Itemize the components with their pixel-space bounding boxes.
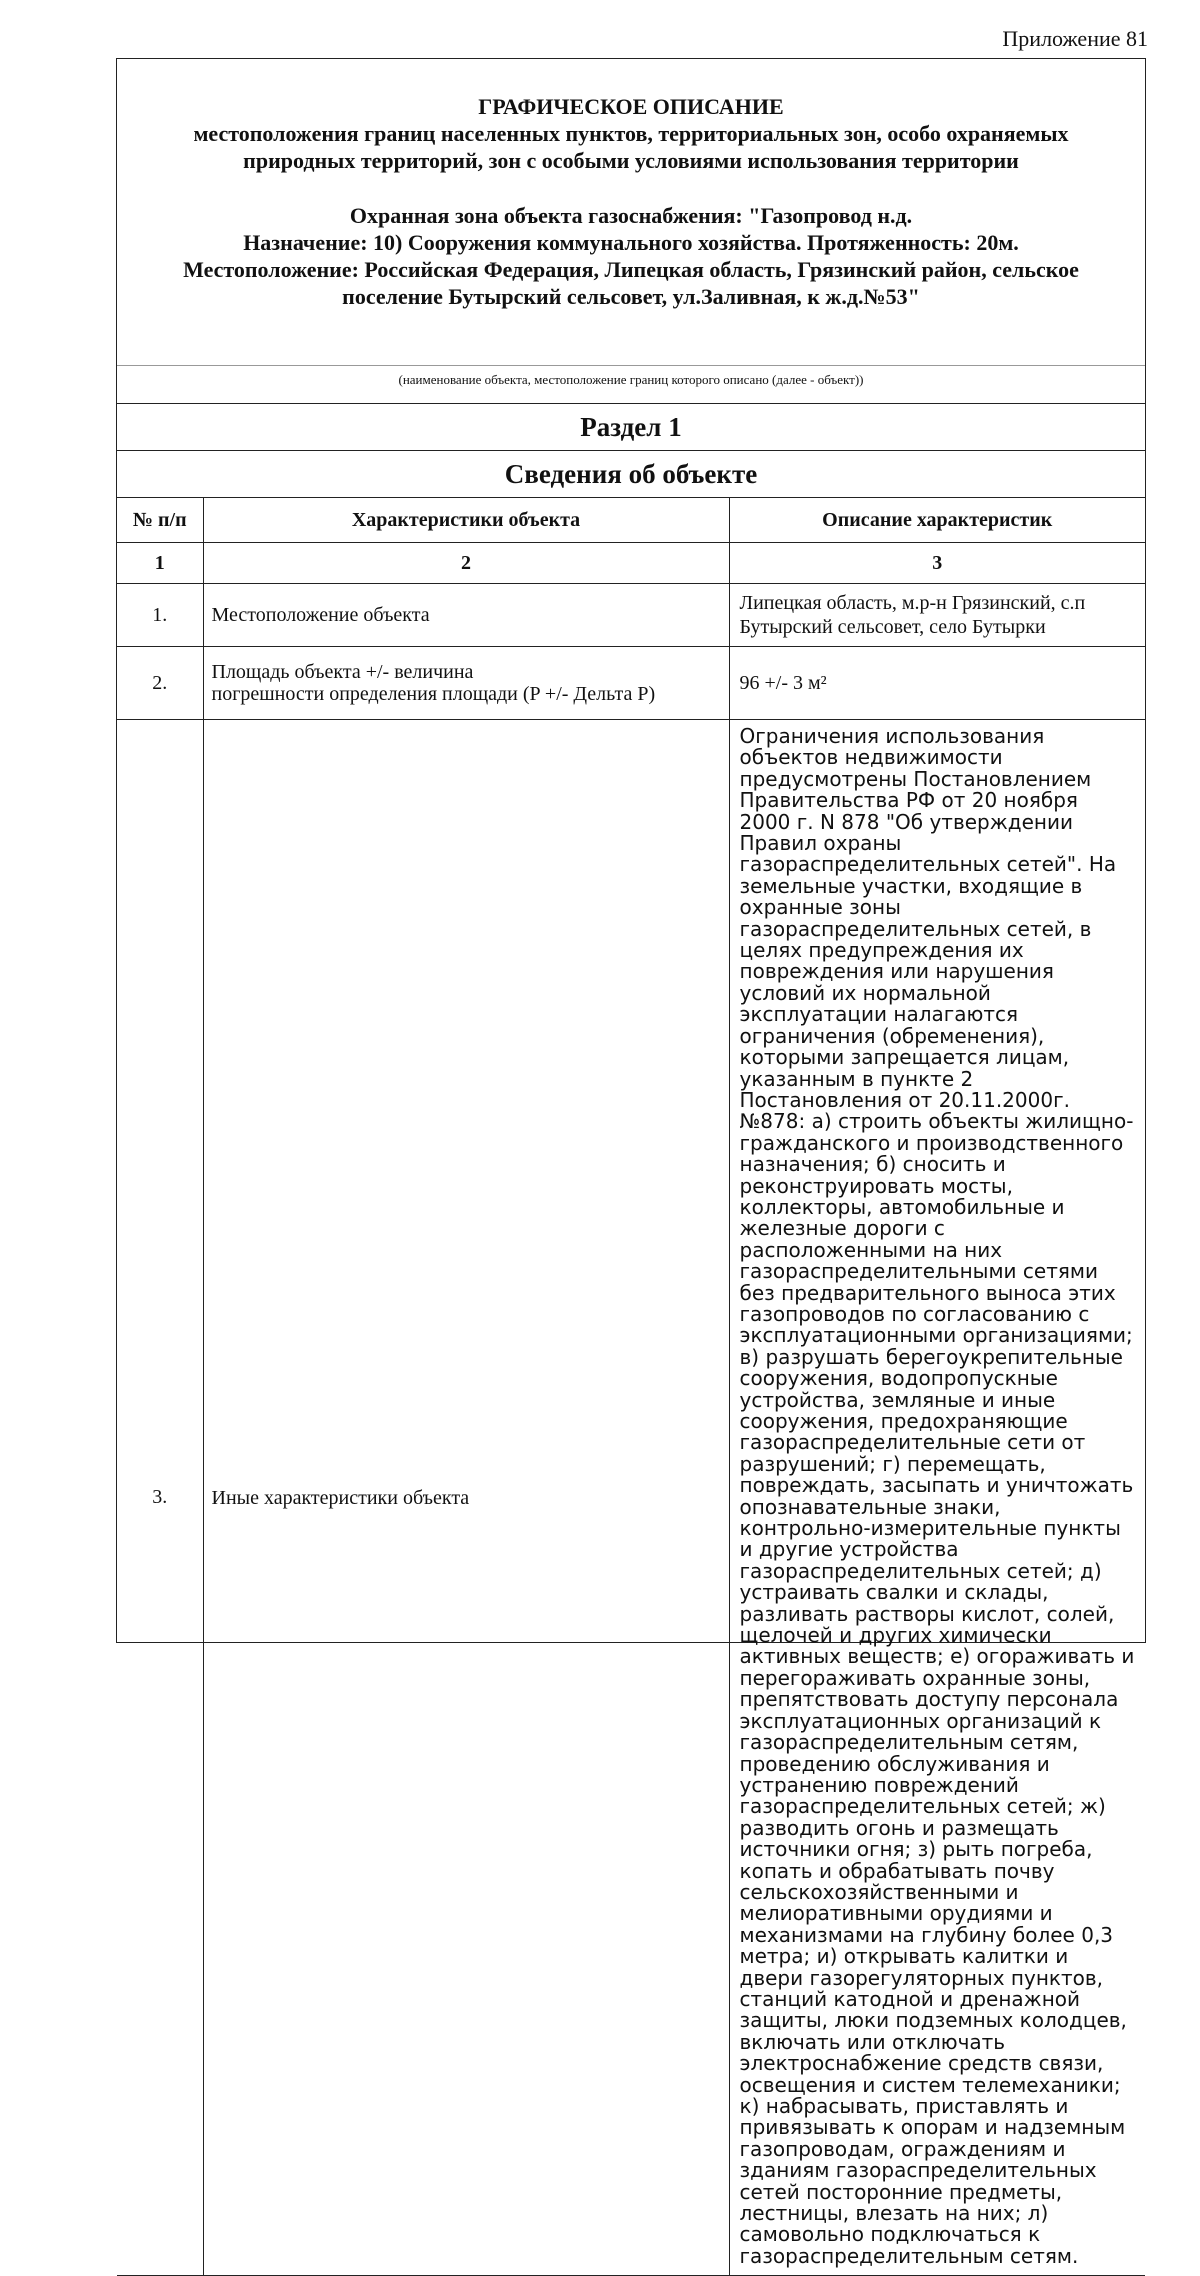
object-name-line-3: Местоположение: Российская Федерация, Липецкая область, Грязинский район, сельское	[183, 257, 1079, 282]
table-row	[117, 647, 1145, 720]
column-header-number: № п/п	[117, 498, 203, 543]
row-description: 96 +/- 3 м²	[729, 647, 1145, 720]
table-row	[117, 720, 1145, 2276]
table-row	[117, 584, 1145, 647]
row-characteristic-line-1: Площадь объекта +/- величина	[211, 661, 474, 683]
column-number-3: 3	[729, 543, 1145, 584]
column-number-2: 2	[203, 543, 729, 584]
object-name-line-2: Назначение: 10) Сооружения коммунального хозяйства. Протяженность: 20м.	[243, 230, 1019, 255]
row-description: Ограничения использования объектов недвижимости предусмотрены Постановлением Правительства РФ от 20 ноября 2000 г. N 878 "Об утверждении Правил охраны газораспределительных сетей". На земельные участки, входящие в охранные зоны газораспределительных сетей, в целях предупреждения их повреждения или нарушения условий их нормальной эксплуатации налагаются ограничения (обременения), которыми запрещается лицам, указанным в пункте 2 Постановления от 20.11.2000г. №878: а) строить объекты жилищно-гражданского и производственного назначения; б) сносить и реконструировать мосты, коллекторы, автомобильные и железные дороги с расположенными на них газораспределительными сетями без предварительного выноса этих газопроводов по согласованию с эксплуатационными организациями; в) разрушать берегоукрепительные сооружения, водопропускные устройства, земляные и иные сооружения, предохраняющие газораспределительные сети от разрушений; г) перемещать, повреждать, засыпать и уничтожать опознавательные знаки, контрольно-измерительные пункты и другие устройства газораспределительных сетей; д) устраивать свалки и склады, разливать растворы кислот, солей, щелочей и других химически активных веществ; е) огораживать и перегораживать охранные зоны, препятствовать доступу персонала эксплуатационных организаций к газораспределительным сетям, проведению обслуживания и устранению повреждений газораспределительных сетей; ж) разводить огонь и размещать источники огня; з) рыть погреба, копать и обрабатывать почву сельскохозяйственными и мелиоративными орудиями и механизмами на глубину более 0,3 метра; и) открывать калитки и двери газорегуляторных пунктов, станций катодной и дренажной защиты, люки подземных колодцев, включать или отключать электроснабжение средств связи, освещения и систем телемеханики; к) набрасывать, приставлять и привязывать к опорам и надземным газопроводам, ограждениям и зданиям газораспределительных сетей посторонние предметы, лестницы, влезать на них; л) самовольно подключаться к газораспределительным сетям.	[729, 720, 1145, 2276]
object-name-line-1: Охранная зона объекта газоснабжения: "Газопровод н.д.	[349, 203, 913, 228]
document-subtitle-line-1: местоположения границ населенных пунктов, территориальных зон, особо охраняемых	[193, 121, 1069, 146]
object-info-table	[117, 498, 1145, 2276]
section-title: Сведения об объекте	[117, 451, 1145, 498]
row-index: 1.	[117, 584, 203, 647]
table-header-row	[117, 498, 1145, 543]
column-header-description: Описание характеристик	[729, 498, 1145, 543]
object-name-line-4: поселение Бутырский сельсовет, ул.Заливная, к ж.д.№53"	[342, 284, 920, 309]
document-subtitle-line-2: природных территорий, зон с особыми условиями использования территории	[243, 148, 1019, 173]
section-number: Раздел 1	[117, 404, 1145, 451]
row-characteristic-line-2: погрешности определения площади (P +/- Дельта P)	[211, 683, 656, 705]
document-title: ГРАФИЧЕСКОЕ ОПИСАНИЕ	[478, 94, 784, 119]
row-index: 2.	[117, 647, 203, 720]
document-frame	[116, 58, 1146, 2268]
column-number-1: 1	[117, 543, 203, 584]
column-header-characteristic: Характеристики объекта	[203, 498, 729, 543]
row-characteristic	[203, 647, 729, 720]
row-index: 3.	[117, 720, 203, 2276]
column-numbers-row	[117, 543, 1145, 584]
row-description: Липецкая область, м.р-н Грязинский, с.п Бутырский сельсовет, село Бутырки	[729, 584, 1145, 647]
document-header	[117, 93, 1145, 366]
appendix-number: Приложение 81	[1002, 26, 1148, 51]
object-caption: (наименование объекта, местоположение границ которого описано (далее - объект))	[117, 366, 1145, 404]
row-characteristic: Местоположение объекта	[203, 584, 729, 647]
row-characteristic: Иные характеристики объекта	[203, 720, 729, 2276]
